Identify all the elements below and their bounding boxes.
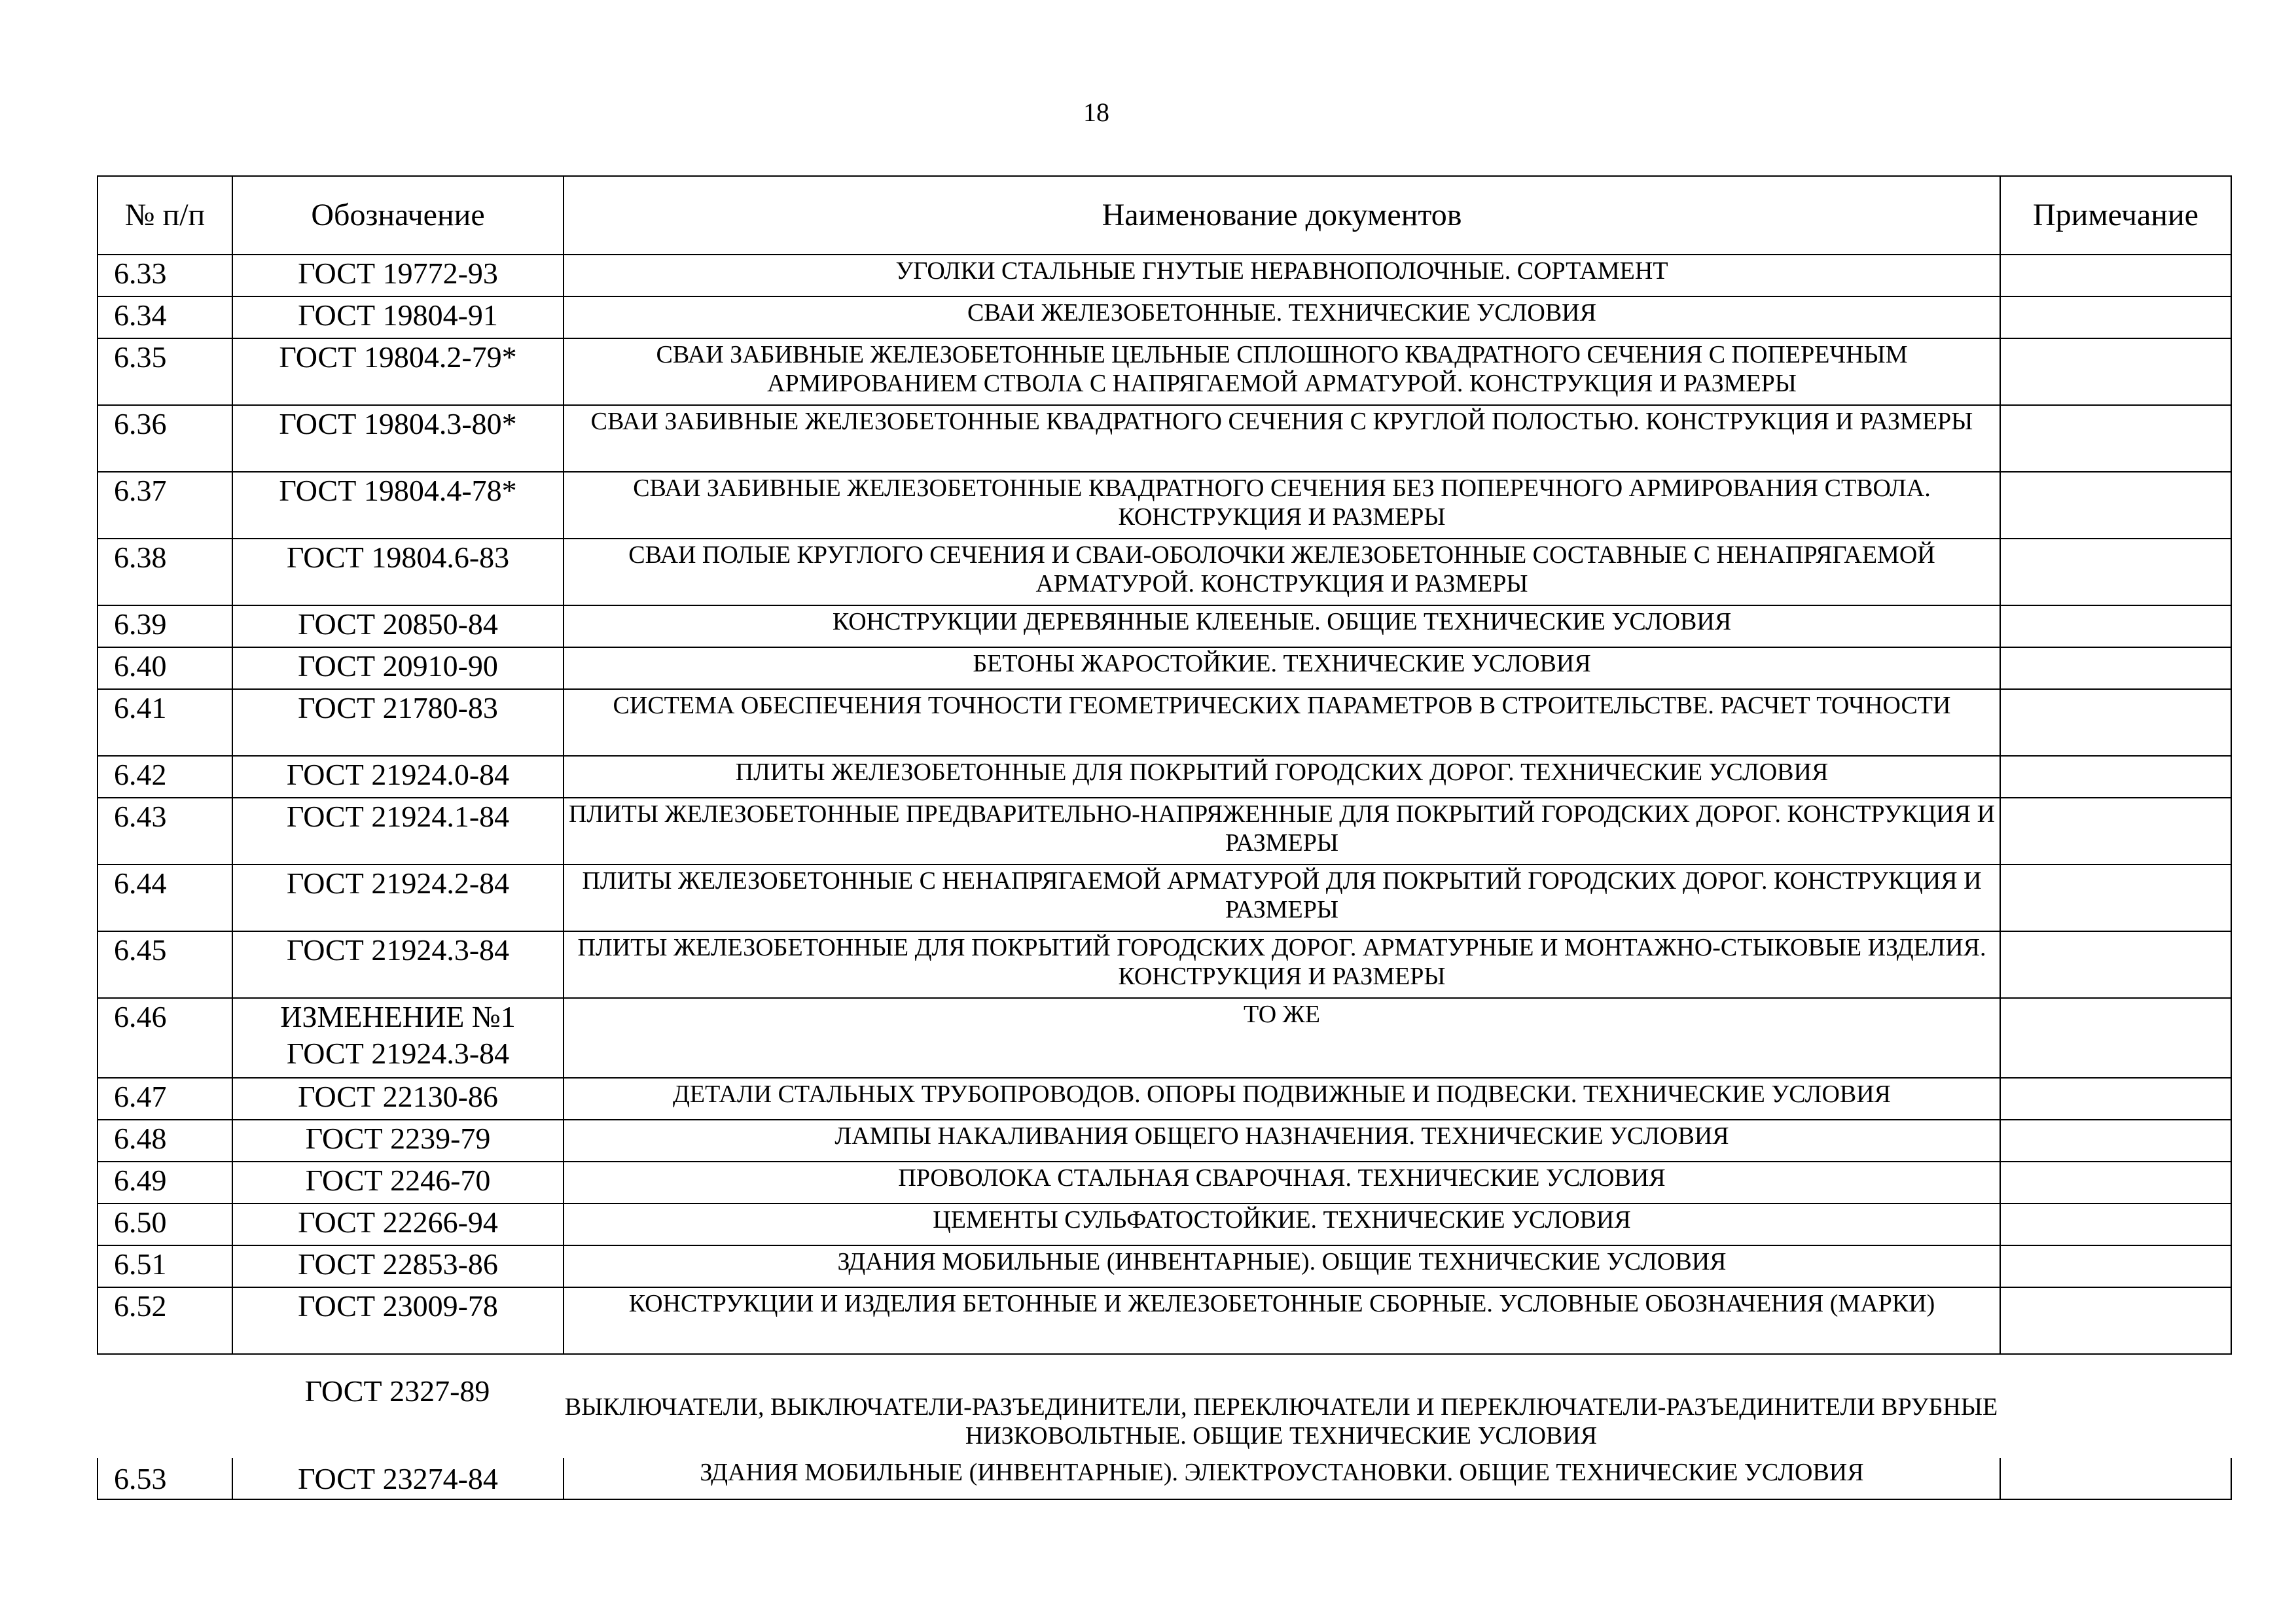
table-row	[98, 798, 2231, 865]
table-row	[98, 1458, 2231, 1499]
row-name: СИСТЕМА ОБЕСПЕЧЕНИЯ ТОЧНОСТИ ГЕОМЕТРИЧЕСКИХ ПАРАМЕТРОВ В СТРОИТЕЛЬСТВЕ. РАСЧЕТ ТОЧНОСТИ	[564, 689, 2000, 756]
row-note	[2000, 798, 2231, 865]
loose-code: ГОСТ 2327-89	[304, 1374, 490, 1408]
table-row	[98, 1245, 2231, 1287]
row-num: 6.34	[98, 296, 232, 338]
header-note: Примечание	[2000, 176, 2231, 255]
page-number: 18	[1083, 98, 1109, 127]
row-code: ГОСТ 19804.4-78*	[232, 472, 564, 539]
table-row	[98, 405, 2231, 472]
row-code: ГОСТ 19804.6-83	[232, 539, 564, 605]
row-note	[2000, 405, 2231, 472]
row-name: КОНСТРУКЦИИ И ИЗДЕЛИЯ БЕТОННЫЕ И ЖЕЛЕЗОБЕТОННЫЕ СБОРНЫЕ. УСЛОВНЫЕ ОБОЗНАЧЕНИЯ (МАРКИ)	[564, 1287, 2000, 1354]
row-num: 6.51	[98, 1245, 232, 1287]
table-row	[98, 998, 2231, 1078]
row-name: ЗДАНИЯ МОБИЛЬНЫЕ (ИНВЕНТАРНЫЕ). ЭЛЕКТРОУСТАНОВКИ. ОБЩИЕ ТЕХНИЧЕСКИЕ УСЛОВИЯ	[564, 1458, 2000, 1499]
row-num: 6.37	[98, 472, 232, 539]
tail-table	[97, 1458, 2232, 1500]
table-row	[98, 689, 2231, 756]
row-num: 6.36	[98, 405, 232, 472]
row-name: СВАИ ЗАБИВНЫЕ ЖЕЛЕЗОБЕТОННЫЕ КВАДРАТНОГО СЕЧЕНИЯ С КРУГЛОЙ ПОЛОСТЬЮ. КОНСТРУКЦИЯ И РАЗМЕРЫ	[564, 405, 2000, 472]
row-note	[2000, 255, 2231, 296]
table-row	[98, 931, 2231, 998]
row-num: 6.44	[98, 865, 232, 931]
row-code: ГОСТ 21780-83	[232, 689, 564, 756]
row-code: ГОСТ 22130-86	[232, 1078, 564, 1120]
row-code: ГОСТ 19772-93	[232, 255, 564, 296]
row-name: ПЛИТЫ ЖЕЛЕЗОБЕТОННЫЕ С НЕНАПРЯГАЕМОЙ АРМАТУРОЙ ДЛЯ ПОКРЫТИЙ ГОРОДСКИХ ДОРОГ. КОНСТРУКЦИЯ И РАЗМЕРЫ	[564, 865, 2000, 931]
row-num: 6.39	[98, 605, 232, 647]
header-num: № п/п	[98, 176, 232, 255]
table-row	[98, 472, 2231, 539]
table-row	[98, 255, 2231, 296]
loose-name: ВЫКЛЮЧАТЕЛИ, ВЫКЛЮЧАТЕЛИ-РАЗЪЕДИНИТЕЛИ, ПЕРЕКЛЮЧАТЕЛИ И ПЕРЕКЛЮЧАТЕЛИ-РАЗЪЕДИНИТЕЛИ ВРУБНЫЕ НИЗКОВОЛЬТНЫЕ. ОБЩИЕ ТЕХНИЧЕСКИЕ УСЛОВИЯ	[564, 1393, 1998, 1450]
row-num: 6.46	[98, 998, 232, 1078]
row-note	[2000, 338, 2231, 405]
row-num: 6.43	[98, 798, 232, 865]
row-code: ГОСТ 2239-79	[232, 1120, 564, 1162]
row-name: ПЛИТЫ ЖЕЛЕЗОБЕТОННЫЕ ПРЕДВАРИТЕЛЬНО-НАПРЯЖЕННЫЕ ДЛЯ ПОКРЫТИЙ ГОРОДСКИХ ДОРОГ. КОНСТРУКЦИЯ И РАЗМЕРЫ	[564, 798, 2000, 865]
row-note	[2000, 998, 2231, 1078]
table-row	[98, 647, 2231, 689]
row-name: ПРОВОЛОКА СТАЛЬНАЯ СВАРОЧНАЯ. ТЕХНИЧЕСКИЕ УСЛОВИЯ	[564, 1162, 2000, 1204]
row-num: 6.40	[98, 647, 232, 689]
row-note	[2000, 931, 2231, 998]
row-note	[2000, 756, 2231, 798]
row-code: ГОСТ 23274-84	[232, 1458, 564, 1499]
row-num: 6.42	[98, 756, 232, 798]
row-code: ГОСТ 2246-70	[232, 1162, 564, 1204]
row-num: 6.35	[98, 338, 232, 405]
row-code: ГОСТ 23009-78	[232, 1287, 564, 1354]
table-row	[98, 865, 2231, 931]
row-name: СВАИ ЗАБИВНЫЕ ЖЕЛЕЗОБЕТОННЫЕ КВАДРАТНОГО СЕЧЕНИЯ БЕЗ ПОПЕРЕЧНОГО АРМИРОВАНИЯ СТВОЛА. КОНСТРУКЦИЯ И РАЗМЕРЫ	[564, 472, 2000, 539]
header-name: Наименование документов	[564, 176, 2000, 255]
row-note	[2000, 647, 2231, 689]
row-code: ГОСТ 19804.2-79*	[232, 338, 564, 405]
row-code: ГОСТ 22266-94	[232, 1204, 564, 1245]
row-num: 6.41	[98, 689, 232, 756]
table-row	[98, 1162, 2231, 1204]
row-name: СВАИ ЗАБИВНЫЕ ЖЕЛЕЗОБЕТОННЫЕ ЦЕЛЬНЫЕ СПЛОШНОГО КВАДРАТНОГО СЕЧЕНИЯ С ПОПЕРЕЧНЫМ АРМИРОВАНИЕМ СТВОЛА С НАПРЯГАЕМОЙ АРМАТУРОЙ. КОНСТРУКЦИЯ И РАЗМЕРЫ	[564, 338, 2000, 405]
header-code: Обозначение	[232, 176, 564, 255]
row-note	[2000, 1204, 2231, 1245]
row-note	[2000, 1458, 2231, 1499]
row-num: 6.50	[98, 1204, 232, 1245]
row-num: 6.45	[98, 931, 232, 998]
row-num: 6.53	[98, 1458, 232, 1499]
table-row	[98, 539, 2231, 605]
table-row	[98, 1287, 2231, 1354]
row-name: КОНСТРУКЦИИ ДЕРЕВЯННЫЕ КЛЕЕНЫЕ. ОБЩИЕ ТЕХНИЧЕСКИЕ УСЛОВИЯ	[564, 605, 2000, 647]
row-note	[2000, 1287, 2231, 1354]
row-note	[2000, 865, 2231, 931]
table-row	[98, 1078, 2231, 1120]
row-note	[2000, 472, 2231, 539]
row-name: ДЕТАЛИ СТАЛЬНЫХ ТРУБОПРОВОДОВ. ОПОРЫ ПОДВИЖНЫЕ И ПОДВЕСКИ. ТЕХНИЧЕСКИЕ УСЛОВИЯ	[564, 1078, 2000, 1120]
row-note	[2000, 1120, 2231, 1162]
table-row	[98, 756, 2231, 798]
row-name: ТО ЖЕ	[564, 998, 2000, 1078]
row-num: 6.48	[98, 1120, 232, 1162]
row-note	[2000, 605, 2231, 647]
row-code: ГОСТ 22853-86	[232, 1245, 564, 1287]
row-code: ГОСТ 21924.2-84	[232, 865, 564, 931]
row-name: СВАИ ПОЛЫЕ КРУГЛОГО СЕЧЕНИЯ И СВАИ-ОБОЛОЧКИ ЖЕЛЕЗОБЕТОННЫЕ СОСТАВНЫЕ С НЕНАПРЯГАЕМОЙ АРМАТУРОЙ. КОНСТРУКЦИЯ И РАЗМЕРЫ	[564, 539, 2000, 605]
row-num: 6.52	[98, 1287, 232, 1354]
table-header-row	[98, 176, 2231, 255]
row-note	[2000, 1078, 2231, 1120]
row-num: 6.33	[98, 255, 232, 296]
table-row	[98, 296, 2231, 338]
row-num: 6.38	[98, 539, 232, 605]
row-code: ГОСТ 21924.1-84	[232, 798, 564, 865]
row-note	[2000, 1245, 2231, 1287]
row-note	[2000, 689, 2231, 756]
row-name: ЗДАНИЯ МОБИЛЬНЫЕ (ИНВЕНТАРНЫЕ). ОБЩИЕ ТЕХНИЧЕСКИЕ УСЛОВИЯ	[564, 1245, 2000, 1287]
table-row	[98, 338, 2231, 405]
row-name: ЦЕМЕНТЫ СУЛЬФАТОСТОЙКИЕ. ТЕХНИЧЕСКИЕ УСЛОВИЯ	[564, 1204, 2000, 1245]
row-code: ГОСТ 20910-90	[232, 647, 564, 689]
row-name: ПЛИТЫ ЖЕЛЕЗОБЕТОННЫЕ ДЛЯ ПОКРЫТИЙ ГОРОДСКИХ ДОРОГ. АРМАТУРНЫЕ И МОНТАЖНО-СТЫКОВЫЕ ИЗДЕЛИЯ. КОНСТРУКЦИЯ И РАЗМЕРЫ	[564, 931, 2000, 998]
row-code: ГОСТ 21924.0-84	[232, 756, 564, 798]
row-note	[2000, 539, 2231, 605]
row-note	[2000, 296, 2231, 338]
row-num: 6.49	[98, 1162, 232, 1204]
row-code: ИЗМЕНЕНИЕ №1 ГОСТ 21924.3-84	[232, 998, 564, 1078]
row-note	[2000, 1162, 2231, 1204]
row-name: ПЛИТЫ ЖЕЛЕЗОБЕТОННЫЕ ДЛЯ ПОКРЫТИЙ ГОРОДСКИХ ДОРОГ. ТЕХНИЧЕСКИЕ УСЛОВИЯ	[564, 756, 2000, 798]
row-name: ЛАМПЫ НАКАЛИВАНИЯ ОБЩЕГО НАЗНАЧЕНИЯ. ТЕХНИЧЕСКИЕ УСЛОВИЯ	[564, 1120, 2000, 1162]
row-num: 6.47	[98, 1078, 232, 1120]
row-name: УГОЛКИ СТАЛЬНЫЕ ГНУТЫЕ НЕРАВНОПОЛОЧНЫЕ. СОРТАМЕНТ	[564, 255, 2000, 296]
row-code: ГОСТ 19804.3-80*	[232, 405, 564, 472]
documents-table	[97, 175, 2232, 1355]
row-code: ГОСТ 21924.3-84	[232, 931, 564, 998]
row-code: ГОСТ 19804-91	[232, 296, 564, 338]
table-row	[98, 605, 2231, 647]
row-name: СВАИ ЖЕЛЕЗОБЕТОННЫЕ. ТЕХНИЧЕСКИЕ УСЛОВИЯ	[564, 296, 2000, 338]
table-row	[98, 1204, 2231, 1245]
row-name: БЕТОНЫ ЖАРОСТОЙКИЕ. ТЕХНИЧЕСКИЕ УСЛОВИЯ	[564, 647, 2000, 689]
row-code: ГОСТ 20850-84	[232, 605, 564, 647]
table-row	[98, 1120, 2231, 1162]
